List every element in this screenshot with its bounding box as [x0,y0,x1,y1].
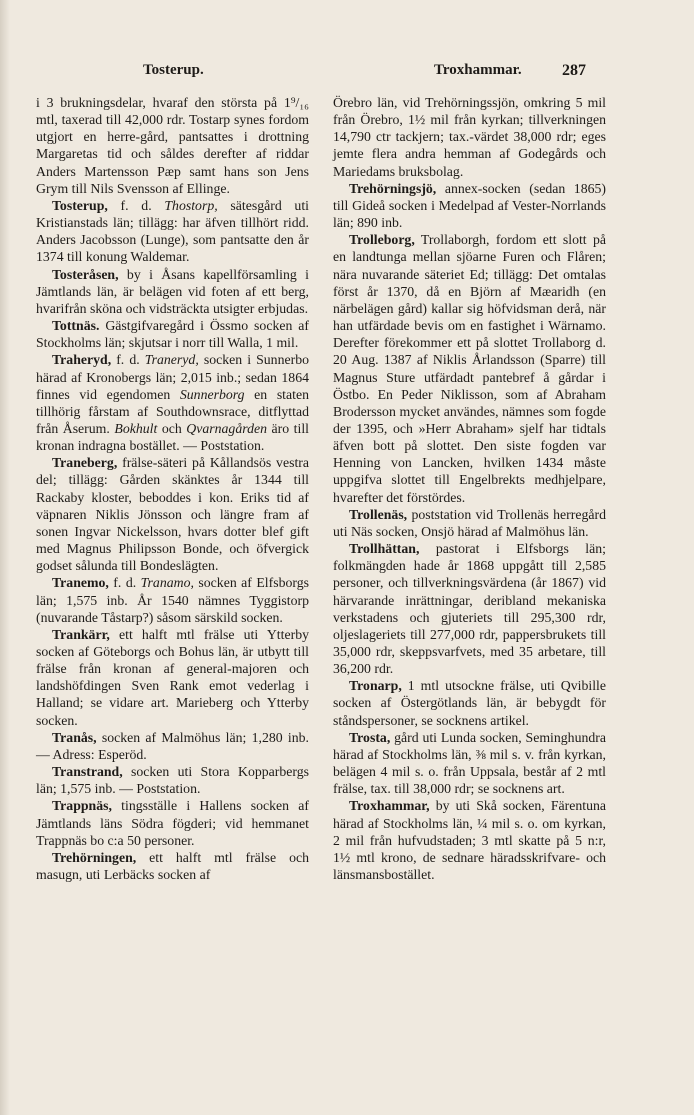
entry-text: 1 mtl utsockne frälse, uti Qvibille socken af Östergötlands län, är bebygdt för ståndspersoner, se socknens artikel. [333,678,606,728]
entry-italic-name: Bokhult [114,420,158,436]
entry-headword: Trappnäs, [52,798,112,814]
entry-headword: Tosteråsen, [52,266,119,282]
entry-italic-name: Qvarnagården [186,420,268,436]
dictionary-entry [36,849,309,883]
entry-text: by i Åsans kapellförsamling i Jämtlands län, är belägen vid foten af ett berg, hvarifrån sköna och vidsträckta utsigter erbjudas. [36,266,309,316]
entry-text: socken af Malmöhus län; 1,280 inb. — Adress: Esperöd. [36,729,309,762]
entry-headword: Traneberg, [52,455,118,471]
entry-text: tingsställe i Hallens socken af Jämtlands läns Södra fögderi; vid hemmanet Trappnäs bo c:a 50 personer. [36,798,309,848]
dictionary-entry [36,626,309,729]
dictionary-entry [333,540,606,677]
dictionary-entry [36,94,309,197]
entry-headword: Transtrand, [52,764,123,780]
entry-italic-name: Thostorp, [164,197,218,213]
entry-text: ett halft mtl frälse uti Ytterby socken af Göteborgs och Bohus län, är utbytt till frälse från kronan af general-majoren och landshöfdingen Sven Rank emot vederlag i Halland; se vidare art. Marieberg och Ytterby socken. [36,626,309,728]
entry-headword: Trolleborg, [349,232,415,248]
entry-text: gård uti Lunda socken, Seminghundra härad af Stockholms län, ⅜ mil s. v. från kyrkan, belägen 4 mil s. o. från Uppsala, består af 2 mtl frälse, tax. till 38,000 rdr; se socknens art. [333,729,606,797]
running-head-left: Tosterup. [143,62,204,78]
entry-text: en staten tillhörig fårstam af Southdownsrace, ditflyttad från Åserum. [36,386,309,436]
entry-text: f. d. [107,197,165,213]
entry-headword: Traheryd, [52,352,112,368]
dictionary-entry [333,797,606,883]
dictionary-entry [36,729,309,763]
entry-headword: Trollenäs, [349,506,408,522]
entry-text: sätesgård uti Kristianstads län; tillägg: har äfven tillhört ridd. Anders Jacobsson (Lunge), som pantsatte den år 1374 till konung Waldemar. [36,197,309,265]
dictionary-entry [36,763,309,797]
entry-headword: Tranemo, [52,575,109,591]
entry-headword: Troxhammar, [349,798,430,814]
page-number: 287 [562,62,586,79]
entry-italic-name: Tranamo, [140,575,194,591]
dictionary-entry [36,317,309,351]
entry-text: frälse-säteri på Kållandsös vestra del; tillägg: Gården skänktes år 1344 till Rackaby kloster, beboddes i kon. Eriks tid af väpnaren Niklis Jönsson och längre fram af sonen Ingvar Nickelsson, hvars dotter blef gift med Magnus Philipsson Bonde, och öfvergick godset sålunda till Bondeslägten. [36,455,309,574]
entry-text: ett halft mtl frälse och masugn, uti Lerbäcks socken af [36,849,309,883]
entry-headword: Tosterup, [52,197,108,213]
dictionary-entry [36,574,309,625]
entry-text: och [157,420,187,436]
entry-text: f. d. [111,352,145,368]
left-text-column [36,94,309,883]
dictionary-entry [36,266,309,317]
entry-text: Örebro län, vid Trehörningssjön, omkring 5 mil från Örebro, 1½ mil från kyrkan; tillverkningen 14,790 ctr tackjern; tax.-värdet 38,000 rdr; eges jemte flera andra hemman af Godegårds och Mariedams bruksbolag. [333,95,606,179]
dictionary-entry [333,94,606,180]
entry-text: socken af Elfsborgs län; 1,575 inb. År 1540 nämnes Tyggistorp (nuvarande Tåstarp?) såsom särskild socken. [36,575,309,625]
entry-text: pastorat i Elfsborgs län; folkmängden hade år 1868 uppgått till 2,585 personer, och tillverkningsvärdena (år 1867) vid härvarande inrättningar, deribland mekaniska verkstadens och gjuteriets till 295,300 rdr, oljeslageriets till 277,000 rdr, pappersbrukets till 35,000 rdr, skeppsvarfvets, med 35 arbetare, till 36,200 rdr. [333,541,606,677]
dictionary-entry [333,729,606,798]
entry-headword: Trollhättan, [349,541,420,557]
entry-text: äro till kronan indragna bostället. — Poststation. [36,420,309,454]
dictionary-entry [333,506,606,540]
entry-text: i 3 brukningsdelar, hvaraf den största på 1⁹/₁₆ mtl, taxerad till 42,000 rdr. Tostarp synes fordom utgjort en herre-gård, pantsattes i drottning Margaretas tid och såldes derefter af riddar Anders Martensson Pæp samt hans son Jens Grym till Nils Svensson af Ellinge. [36,95,309,196]
dictionary-entry [333,231,606,506]
entry-text: f. d. [108,575,141,591]
dictionary-entry [36,454,309,574]
dictionary-entry [36,351,309,454]
entry-headword: Tranås, [52,729,97,745]
entry-text: Trollaborgh, fordom ett slott på en landtunga mellan sjöarne Furen och Flåren; nära nuvarande säteriet Ed; tillägg: Det omtalas först år 1370, då en Björn af Mæaridh (en närbelägen gård) kallar sig höfvidsman derå, när han utfärdade bevis om en fastighet i Wärnamo. Derefter förekommer ett på slottet Trollaborg d. 20 Aug. 1387 af Niklis Årlandsson (Sparre) till Magnus Sture utfärdadt pantebref å gårdar i Östbo. En Peder Niklisson, som af Abraham Brodersson mycket användes, nämnes som fogde der 1395, och »Herr Abraham» sjelf har tidtals äfven bott på slottet. Den siste fogden var Henning von Lancken, hvilken 1434 måste uppgifva slottet till Engelbrekts medhjelpare, hvarefter det förstördes. [333,232,606,505]
entry-text: Gästgifvaregård i Össmo socken af Stockholms län; skjutsar i norr till Walla, 1 mil. [36,318,309,351]
dictionary-entry [333,180,606,231]
entry-headword: Tronarp, [349,678,402,694]
entry-text: annex-socken (sedan 1865) till Gideå socken i Medelpad af Vester-Norrlands län; 890 inb. [333,180,606,231]
page-gutter-shadow [0,0,10,1115]
entry-text: socken uti Stora Kopparbergs län; 1,575 inb. — Poststation. [36,764,309,797]
entry-headword: Trehörningen, [52,849,137,865]
entry-headword: Trosta, [349,729,391,745]
entry-text: poststation vid Trollenäs herregård uti Näs socken, Onsjö härad af Malmöhus län. [333,506,606,539]
entry-headword: Trehörningsjö, [349,180,437,196]
dictionary-entry [36,797,309,848]
entry-text: by uti Skå socken, Färentuna härad af Stockholms län, ¼ mil s. o. om kyrkan, 2 mil från hufvudstaden; 3 mtl skatte på 5 n:r, 1½ mtl krono, de sednare häradsskrifvare- och länsmansbostället. [333,798,606,883]
entry-italic-name: Traneryd, [144,352,199,368]
entry-italic-name: Sunnerborg [179,386,245,402]
entry-headword: Tottnäs. [52,318,100,334]
entry-headword: Trankärr, [52,626,110,642]
right-text-column [333,94,606,883]
dictionary-entry [36,197,309,266]
running-head-right: Troxhammar. [434,62,522,78]
entry-text: socken i Sunnerbo härad af Kronobergs län; 2,015 inb.; sedan 1864 finnes vid egendomen [36,352,309,402]
dictionary-entry [333,677,606,728]
